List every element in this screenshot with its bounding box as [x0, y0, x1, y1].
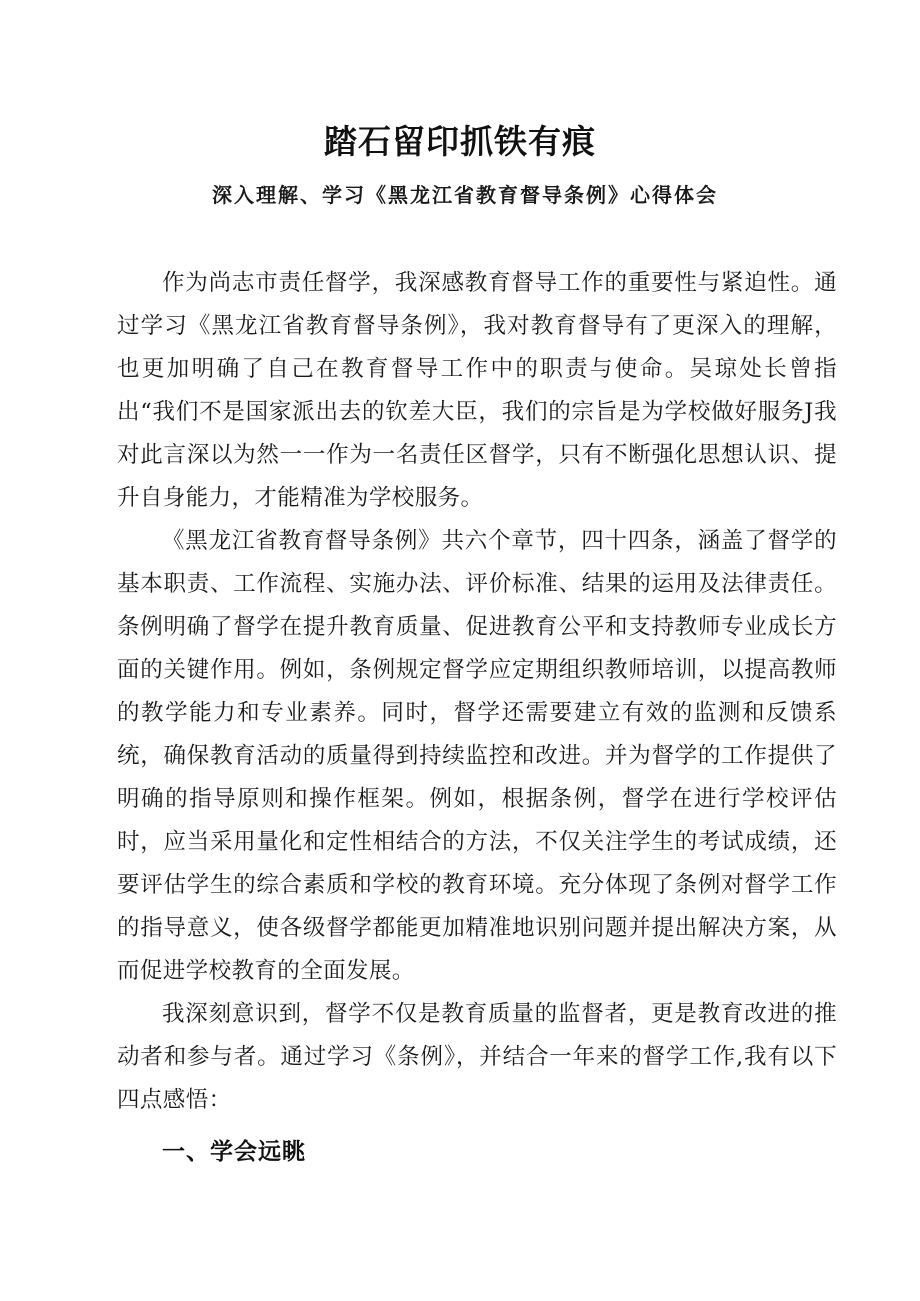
section-heading: 一、学会远眺 [162, 1139, 306, 1165]
paragraph-2: 《黑龙江省教育督导条例》共六个章节，四十四条，涵盖了督学的基本职责、工作流程、实施办法、评价标准、结果的运用及法律责任。条例明确了督学在提升教育质量、促进教育公平和支持教师专业成长方面的关键作用。例如，条例规定督学应定期组织教师培训，以提高教师的教学能力和专业素养。同时，督学还需要建立有效的监测和反馈系统，确保教育活动的质量得到持续监控和改进。并为督学的工作提供了明确的指导原则和操作框架。例如，根据条例，督学在进行学校评估时，应当采用量化和定性相结合的方法，不仅关注学生的考试成绩，还要评估学生的综合素质和学校的教育环境。充分体现了条例对督学工作的指导意义，使各级督学都能更加精准地识别问题并提出解决方案，从而促进学校教育的全面发展。 [117, 528, 837, 984]
document-subtitle: 深入理解、学习《黑龙江省教育督导条例》心得体会 [212, 183, 718, 207]
document-body [117, 262, 837, 1122]
paragraph-1: 作为尚志市责任督学，我深感教育督导工作的重要性与紧迫性。通过学习《黑龙江省教育督导条例》，我对教育督导有了更深入的理解，也更加明确了自己在教育督导工作中的职责与使命。吴琼处长曾指出“我们不是国家派出去的钦差大臣，我们的宗旨是为学校做好服务J我对此言深以为然一一作为一名责任区督学，只有不断强化思想认识、提升自身能力，才能精准为学校服务。 [117, 270, 837, 511]
document-title: 踏石留印抓铁有痕 [324, 122, 596, 161]
paragraph-3: 我深刻意识到，督学不仅是教育质量的监督者，更是教育改进的推动者和参与者。通过学习《条例》，并结合一年来的督学工作,我有以下四点感悟： [117, 1001, 837, 1113]
